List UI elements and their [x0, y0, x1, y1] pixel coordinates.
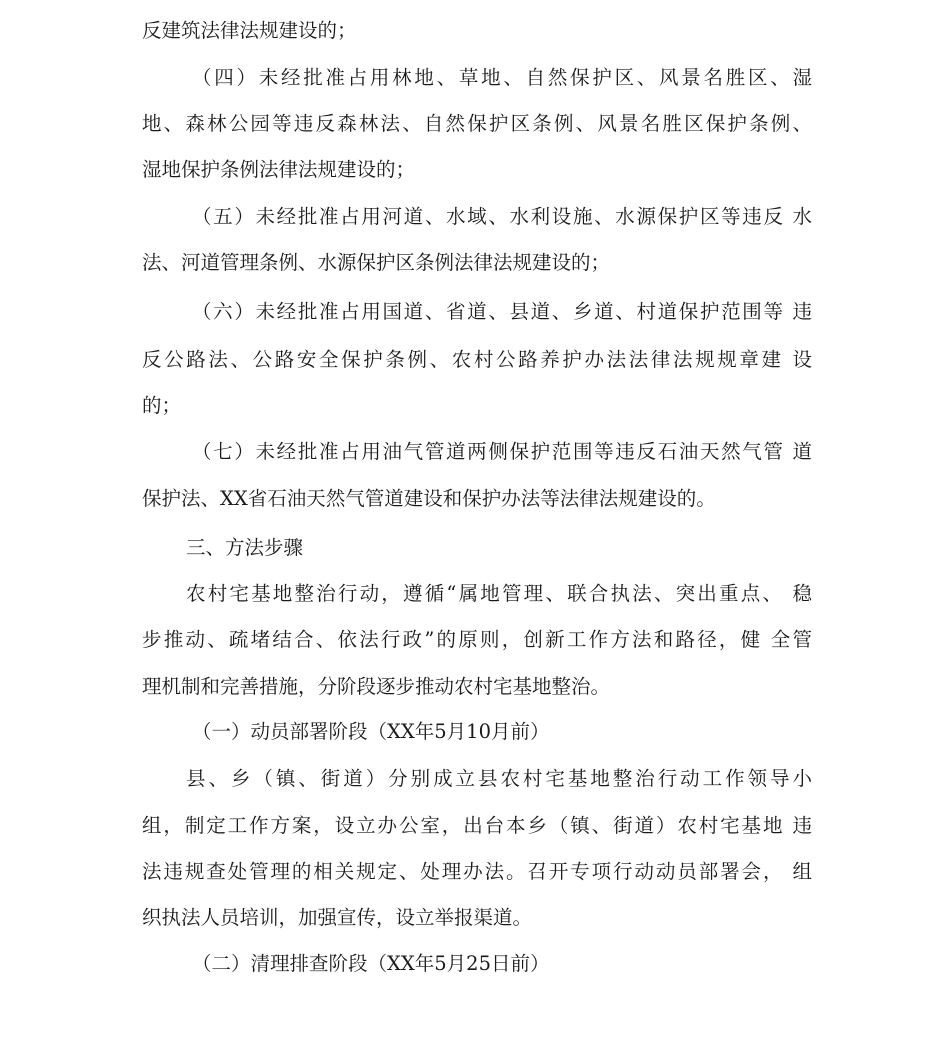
subsection-heading: （二）清理排查阶段（XX年5月25日前）	[192, 952, 550, 975]
text-line: 法、河道管理条例、水源保护区条例法律法规建设的；	[142, 251, 611, 274]
text-line: （六）未经批准占用国道、省道、县道、乡道、村道保护范围等 违	[192, 300, 812, 323]
text-line: （四）未经批准占用林地、草地、自然保护区、风景名胜区、湿	[192, 66, 812, 89]
text-line: 保护法、XX省石油天然气管道建设和保护办法等法律法规建设的。	[142, 487, 716, 510]
text-line: 组，制定工作方案，设立办公室，出台本乡（镇、街道）农村宅基地 违	[142, 814, 812, 837]
text-line: 的；	[142, 394, 182, 417]
text-line: 反建筑法律法规建设的；	[142, 19, 357, 42]
subsection-heading: （一）动员部署阶段（XX年5月10月前）	[192, 720, 550, 743]
text-line: 湿地保护条例法律法规建设的；	[142, 158, 416, 181]
text-line: 县、乡（镇、街道）分别成立县农村宅基地整治行动工作领导小	[186, 767, 812, 790]
text-line: 织执法人员培训，加强宣传，设立举报渠道。	[142, 906, 533, 929]
text-line: 地、森林公园等违反森林法、自然保护区条例、风景名胜区保护条例、	[142, 112, 812, 135]
text-line: 农村宅基地整治行动，遵循“属地管理、联合执法、突出重点、 稳	[186, 582, 812, 605]
text-line: 反公路法、公路安全保护条例、农村公路养护办法法律法规规章建 设	[142, 348, 812, 371]
text-line: （七）未经批准占用油气管道两侧保护范围等违反石油天然气管 道	[192, 440, 812, 463]
text-line: 理机制和完善措施，分阶段逐步推动农村宅基地整治。	[142, 675, 611, 698]
text-line: 法违规查处管理的相关规定、处理办法。召开专项行动动员部署会， 组	[142, 860, 812, 883]
section-heading: 三、方法步骤	[186, 536, 304, 559]
text-line: （五）未经批准占用河道、水域、水利设施、水源保护区等违反 水	[192, 205, 812, 228]
text-line: 步推动、疏堵结合、依法行政”的原则，创新工作方法和路径，健 全管	[142, 628, 812, 651]
